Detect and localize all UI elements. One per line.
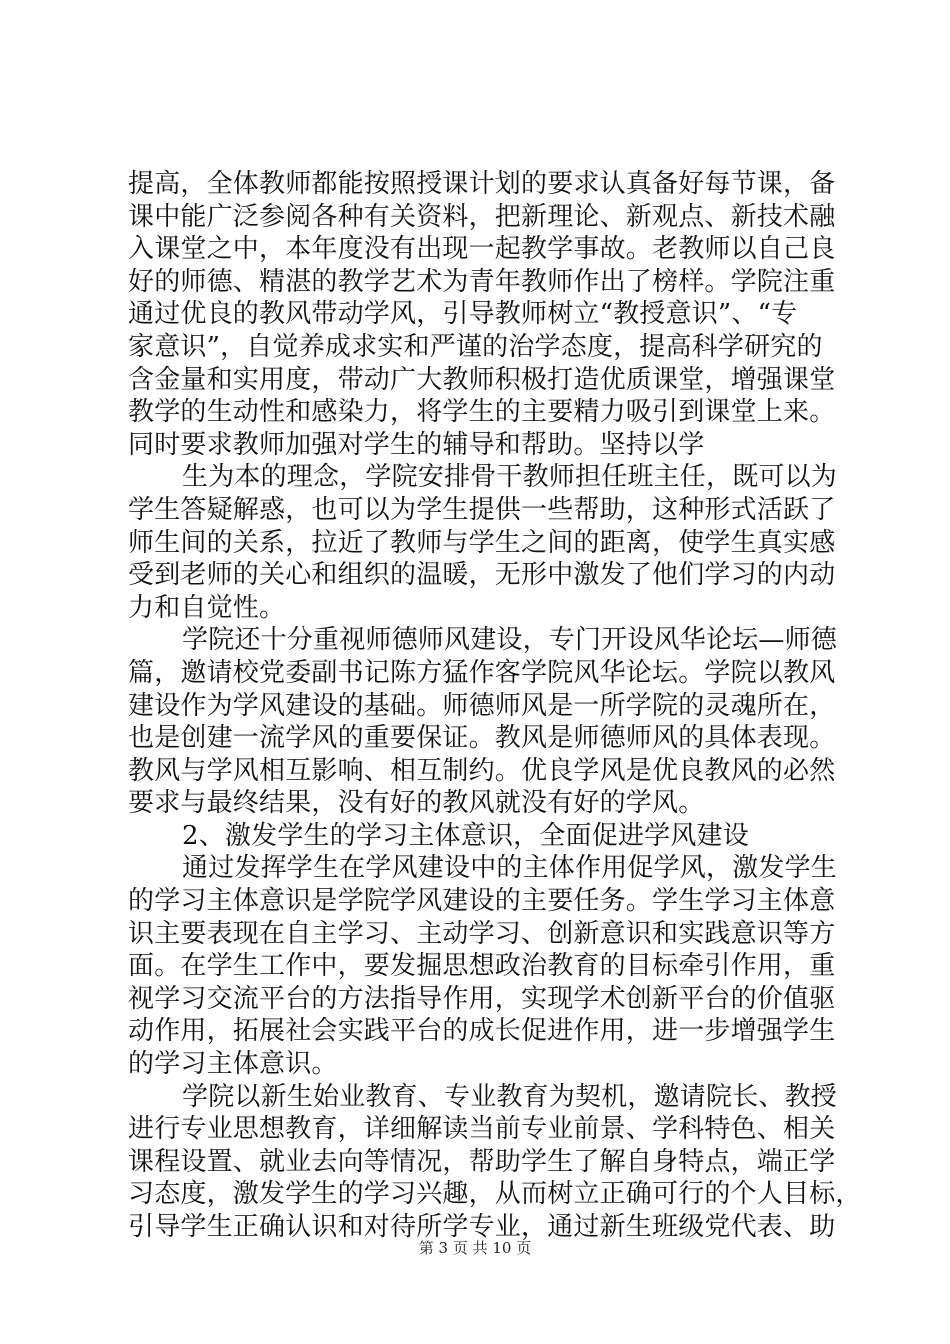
text-line: 也是创建一流学风的重要保证。教风是师德师风的具体表现。	[128, 723, 836, 754]
text-line: 学院还十分重视师德师风建设，专门开设风华论坛—师德	[182, 625, 838, 656]
text-line: 学院以新生始业教育、专业教育为契机，邀请院长、教授	[182, 1081, 838, 1112]
text-line: 入课堂之中，本年度没有出现一起教学事故。老教师以自己良	[128, 234, 836, 265]
text-line: 进行专业思想教育，详细解读当前专业前景、学科特色、相关	[128, 1114, 836, 1145]
text-line: 面。在学生工作中，要发掘思想政治教育的目标牵引作用，重	[128, 951, 836, 982]
text-line: 引导学生正确认识和对待所学专业，通过新生班级党代表、助	[128, 1212, 836, 1242]
text-line: 师生间的关系，拉近了教师与学生之间的距离，使学生真实感	[128, 527, 836, 558]
text-line: 的学习主体意识是学院学风建设的主要任务。学生学习主体意	[128, 886, 836, 917]
text-line: 教学的生动性和感染力，将学生的主要精力吸引到课堂上来。	[128, 397, 836, 428]
text-line: 生为本的理念，学院安排骨干教师担任班主任，既可以为	[182, 462, 838, 493]
text-line: 篇，邀请校党委副书记陈方猛作客学院风华论坛。学院以教风	[128, 657, 836, 688]
text-line: 好的师德、精湛的教学艺术为青年教师作出了榜样。学院注重	[128, 266, 836, 297]
text-line: 学生答疑解惑，也可以为学生提供一些帮助，这种形式活跃了	[128, 494, 836, 525]
text-line: 力和自觉性。	[128, 592, 286, 623]
text-line: 同时要求教师加强对学生的辅导和帮助。坚持以学	[128, 429, 705, 460]
page-footer	[0, 1238, 950, 1258]
text-line: 通过发挥学生在学风建设中的主体作用促学风，激发学生	[182, 853, 838, 884]
text-line: 识主要表现在自主学习、主动学习、创新意识和实践意识等方	[128, 918, 836, 949]
page-number: 第 3 页 共 10 页	[418, 1239, 532, 1257]
text-line: 教风与学风相互影响、相互制约。优良学风是优良教风的必然	[128, 755, 836, 786]
text-line: 建设作为学风建设的基础。师德师风是一所学院的灵魂所在，	[128, 690, 836, 721]
text-line: 要求与最终结果，没有好的教风就没有好的学风。	[128, 788, 705, 819]
text-line: 的学习主体意识。	[128, 1049, 338, 1080]
text-line: 动作用，拓展社会实践平台的成长促进作用，进一步增强学生	[128, 1016, 836, 1047]
text-line: 视学习交流平台的方法指导作用，实现学术创新平台的价值驱	[128, 983, 836, 1014]
text-line: 课程设置、就业去向等情况，帮助学生了解自身特点，端正学	[128, 1146, 836, 1177]
text-line: 2、激发学生的学习主体意识，全面促进学风建设	[182, 820, 749, 851]
document-body	[128, 168, 862, 1244]
text-line: 受到老师的关心和组织的温暖，无形中激发了他们学习的内动	[128, 560, 836, 591]
text-line: 含金量和实用度，带动广大教师积极打造优质课堂，增强课堂	[128, 364, 836, 395]
text-line: 家意识”，自觉养成求实和严谨的治学态度，提高科学研究的	[128, 331, 823, 362]
text-line: 通过优良的教风带动学风，引导教师树立“教授意识”、“专	[128, 299, 798, 330]
text-line: 课中能广泛参阅各种有关资料，把新理论、新观点、新技术融	[128, 201, 836, 232]
text-line: 提高，全体教师都能按照授课计划的要求认真备好每节课，备	[128, 169, 836, 199]
text-line: 习态度，激发学生的学习兴趣，从而树立正确可行的个人目标，	[128, 1179, 862, 1210]
